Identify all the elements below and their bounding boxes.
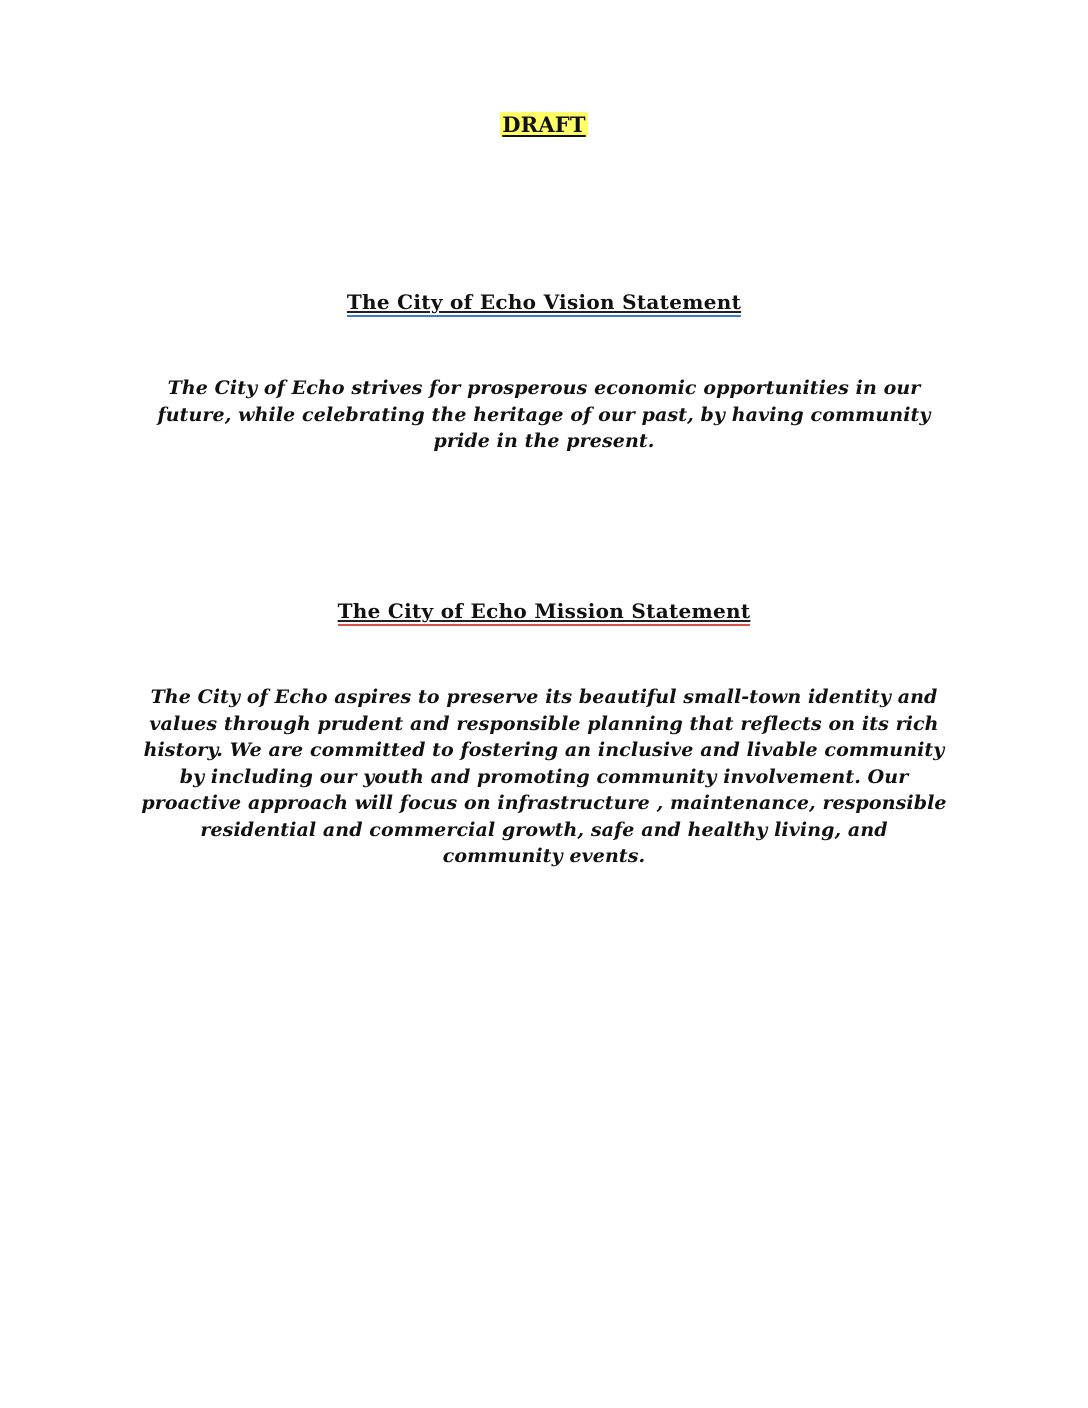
vision-line: The City of Echo strives for prosperous economic opportunities in our (167, 377, 921, 399)
mission-line: The City of Echo aspires to preserve its beautiful small-town identity and (150, 686, 938, 708)
mission-statement (120, 684, 968, 870)
mission-heading: The City of Echo Mission Statement (338, 599, 751, 626)
mission-line: history. We are committed to fostering an inclusive and livable community (143, 739, 945, 761)
draft-label: DRAFT (502, 112, 586, 137)
mission-line: proactive approach will focus on infrastructure , maintenance, responsible (141, 792, 947, 814)
mission-line: by including our youth and promoting community involvement. Our (179, 765, 909, 788)
draft-label-container (0, 112, 1088, 137)
mission-line: community events. (442, 845, 646, 867)
vision-heading-container (0, 290, 1088, 317)
vision-heading: The City of Echo Vision Statement (347, 290, 741, 317)
mission-line: values through prudent and responsible planning that reflects on its rich (149, 712, 939, 735)
vision-statement (120, 375, 968, 455)
mission-heading-container (0, 599, 1088, 626)
mission-line: residential and commercial growth, safe and healthy living, and (200, 818, 888, 841)
vision-line: future, while celebrating the heritage of our past, by having community (157, 403, 931, 426)
vision-line: pride in the present. (433, 430, 655, 452)
